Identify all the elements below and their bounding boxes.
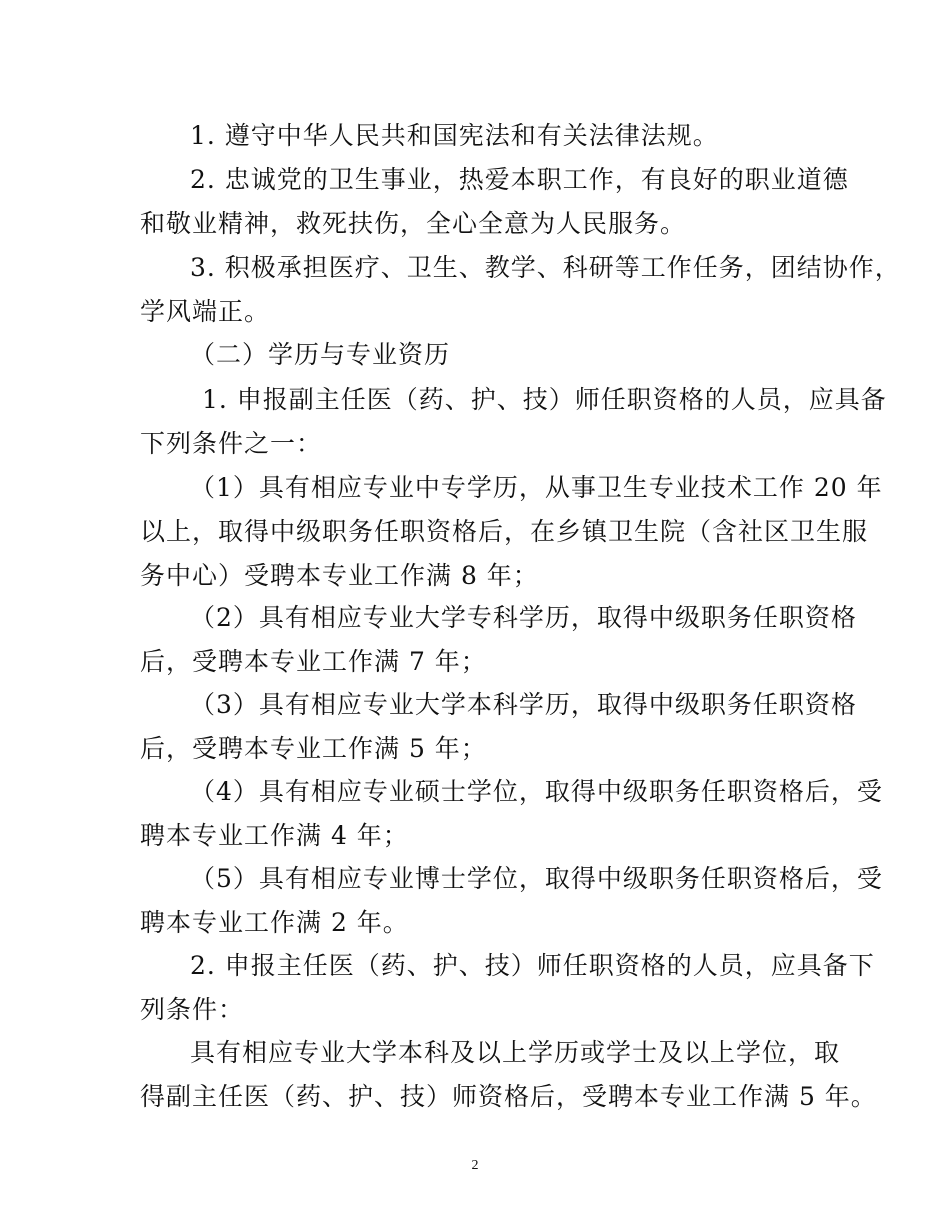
section-heading-text: （二）学历与专业资历 bbox=[190, 340, 451, 369]
paragraph-line: 以上，取得中级职务任职资格后，在乡镇卫生院（含社区卫生服 bbox=[140, 517, 869, 546]
paragraph-line: 聘本专业工作满 2 年。 bbox=[140, 908, 409, 937]
paragraph-line: （5）具有相应专业博士学位，取得中级职务任职资格后，受 bbox=[190, 864, 883, 893]
paragraph-4 bbox=[140, 378, 887, 466]
paragraph-line: 得副主任医（药、护、技）师资格后，受聘本专业工作满 5 年。 bbox=[140, 1082, 877, 1111]
page-number: 2 bbox=[471, 1158, 479, 1173]
paragraph-line: 和敬业精神，救死扶伤，全心全意为人民服务。 bbox=[140, 209, 687, 238]
paragraph-line: 列条件： bbox=[140, 995, 245, 1024]
paragraph-6 bbox=[140, 596, 857, 684]
paragraph-10 bbox=[140, 944, 875, 1032]
paragraph-line: （3）具有相应专业大学本科学历，取得中级职务任职资格 bbox=[190, 690, 857, 719]
paragraph-line: 聘本专业工作满 4 年； bbox=[140, 821, 409, 850]
paragraph-line: 3. 积极承担医疗、卫生、教学、科研等工作任务，团结协作， bbox=[190, 253, 901, 282]
paragraph-line: 1. 遵守中华人民共和国宪法和有关法律法规。 bbox=[190, 121, 719, 150]
paragraph-7 bbox=[140, 683, 857, 771]
paragraph-line: （1）具有相应专业中专学历，从事卫生专业技术工作 20 年 bbox=[190, 473, 883, 502]
paragraph-line: 后，受聘本专业工作满 7 年； bbox=[140, 647, 487, 676]
paragraph-line: 下列条件之一： bbox=[140, 429, 323, 458]
paragraph-line: （4）具有相应专业硕士学位，取得中级职务任职资格后，受 bbox=[190, 777, 883, 806]
paragraph-9 bbox=[140, 857, 883, 945]
paragraph-1 bbox=[140, 114, 820, 158]
paragraph-line: 具有相应专业大学本科及以上学历或学士及以上学位，取 bbox=[190, 1038, 841, 1067]
paragraph-2 bbox=[140, 158, 849, 246]
paragraph-line: 务中心）受聘本专业工作满 8 年； bbox=[140, 561, 539, 590]
paragraph-8 bbox=[140, 770, 883, 858]
paragraph-line: 学风端正。 bbox=[140, 297, 271, 326]
section-heading bbox=[140, 333, 820, 377]
paragraph-line: 2. 申报主任医（药、护、技）师任职资格的人员，应具备下 bbox=[190, 951, 875, 980]
paragraph-line: 后，受聘本专业工作满 5 年； bbox=[140, 734, 487, 763]
paragraph-line: （2）具有相应专业大学专科学历，取得中级职务任职资格 bbox=[190, 603, 857, 632]
paragraph-line: 2. 忠诚党的卫生事业，热爱本职工作，有良好的职业道德 bbox=[190, 165, 849, 194]
paragraph-3 bbox=[140, 246, 901, 334]
paragraph-11 bbox=[140, 1031, 877, 1119]
paragraph-line: 1. 申报副主任医（药、护、技）师任职资格的人员，应具备 bbox=[202, 385, 887, 414]
paragraph-5 bbox=[140, 466, 883, 598]
